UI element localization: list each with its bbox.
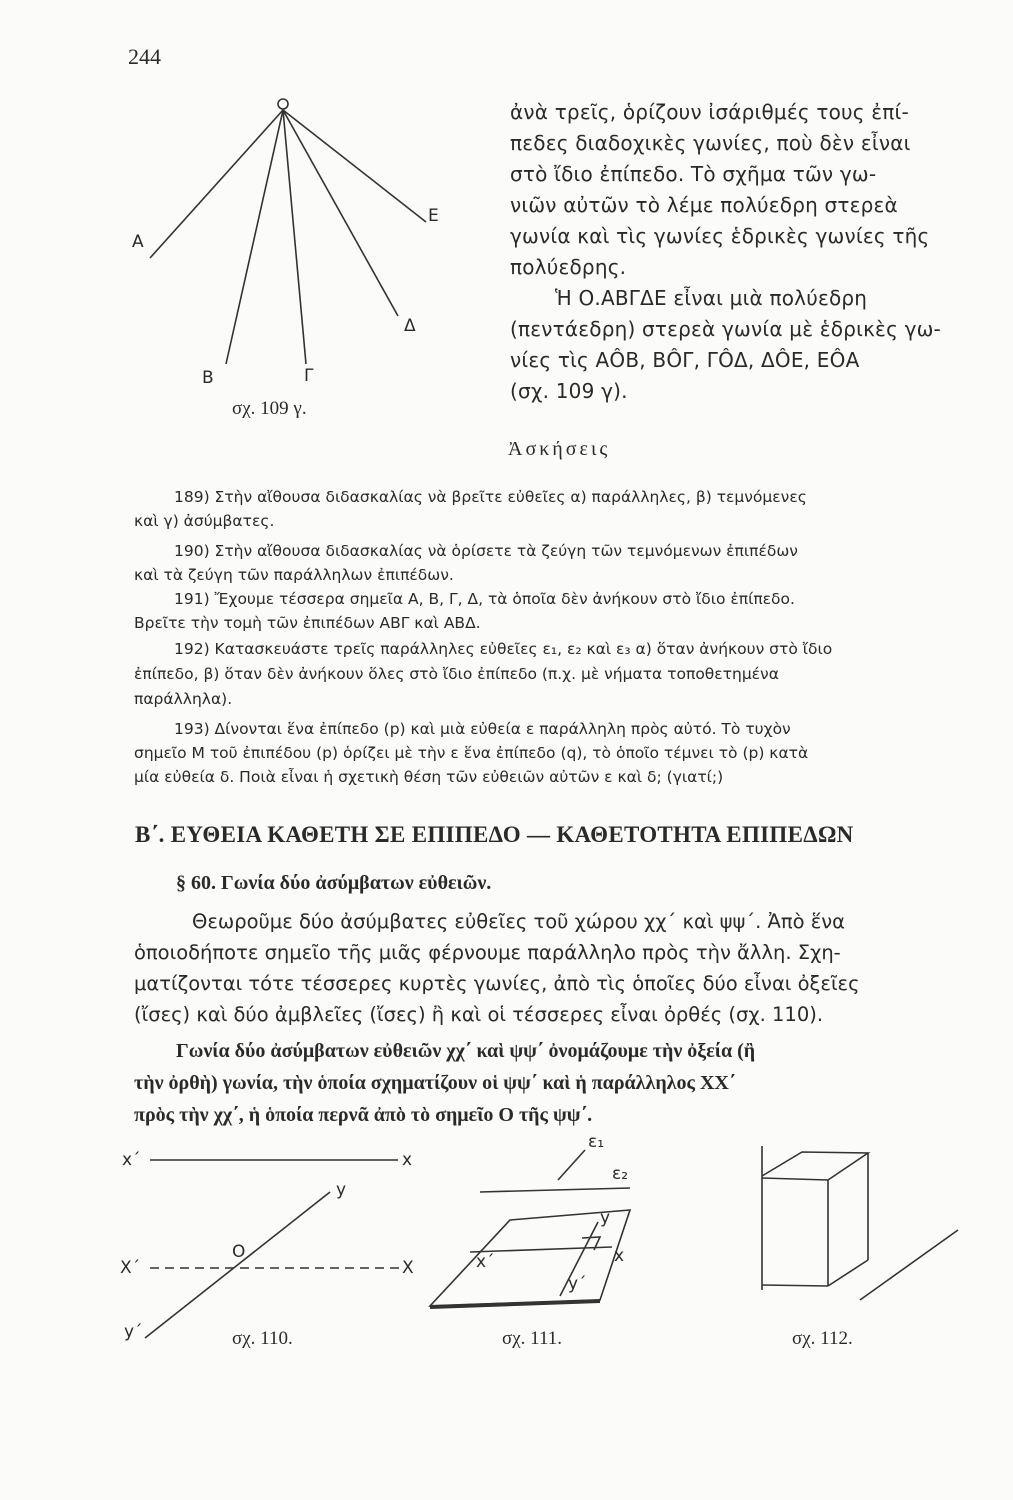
- exercise-189: 189) Στὴν αἴθουσα διδασκαλίας νὰ βρεῖτε εὐθεῖες α) παράλληλες, β) τεμνόμενες: [174, 488, 807, 506]
- page-number: 244: [128, 44, 161, 69]
- fig111-label: x: [614, 1246, 625, 1266]
- text-line: ματίζονται τότε τέσσερες κυρτὲς γωνίες, ἀπὸ τὶς ὁποῖες δύο εἶναι ὀξεῖες: [134, 972, 860, 995]
- fig110-caption: σχ. 110.: [232, 1328, 293, 1349]
- fig109-label-e: E: [428, 206, 439, 226]
- fig109-label-a: A: [132, 232, 144, 252]
- fig111-label: ε₁: [588, 1132, 605, 1152]
- exercise-190: 190) Στὴν αἴθουσα διδασκαλίας νὰ ὁρίσετε τὰ ζεύγη τῶν τεμνόμενων ἐπιπέδων: [174, 542, 798, 560]
- text-line: ἀνὰ τρεῖς, ὁρίζουν ἰσάριθμές τους ἐπί-: [510, 100, 909, 124]
- text-line: καὶ γ) ἀσύμβατες.: [134, 512, 275, 530]
- fig109-label-b: B: [202, 368, 214, 388]
- figure-112-cube: [762, 1146, 958, 1300]
- text-line: νίες τὶς ΑÔΒ, ΒÔΓ, ΓÔΔ, ΔÔΕ, ΕÔΑ: [510, 348, 860, 372]
- exercise-193: 193) Δίνονται ἕνα ἐπίπεδο (p) καὶ μιὰ εὐθεία ε παράλληλη πρὸς αὐτό. Τὸ τυχὸν: [174, 720, 791, 738]
- text-line: Θεωροῦμε δύο ἀσύμβατες εὐθεῖες τοῦ χώρου χχ΄ καὶ ψψ΄. Ἀπὸ ἕνα: [192, 910, 846, 933]
- text-line: νιῶν αὐτῶν τὸ λέμε πολύεδρη στερεὰ: [510, 193, 898, 217]
- fig111-label: y: [600, 1208, 611, 1228]
- fig110-label: y΄: [124, 1322, 143, 1342]
- text-line: καὶ τὰ ζεύγη τῶν παράλληλων ἐπιπέδων.: [134, 566, 454, 584]
- fig109-label-delta: Δ: [404, 316, 416, 336]
- fig110-label: x: [402, 1150, 413, 1170]
- fig110-label: y: [336, 1180, 347, 1200]
- text-line: (σχ. 109 γ).: [510, 379, 628, 403]
- exercises-title: Ἀσκήσεις: [508, 438, 611, 460]
- text-line: (ἴσες) καὶ δύο ἀμβλεῖες (ἴσες) ἢ καὶ οἱ τέσσερες εἶναι ὀρθές (σχ. 110).: [134, 1003, 824, 1026]
- fig111-label: ε₂: [612, 1164, 629, 1184]
- text-line: σημεῖο Μ τοῦ ἐπιπέδου (p) ὁρίζει μὲ τὴν ε ἕνα ἐπίπεδο (q), τὸ ὁποῖο τέμνει τὸ (p) κατὰ: [134, 744, 809, 762]
- text-line: ὁποιοδήποτε σημεῖο τῆς μιᾶς φέρνουμε παράλληλο πρὸς τὴν ἄλλη. Σχη-: [134, 941, 841, 964]
- chapter-heading: Β΄. ΕΥΘΕΙΑ ΚΑΘΕΤΗ ΣΕ ΕΠΙΠΕΔΟ — ΚΑΘΕΤΟΤΗΤΑ ΕΠΙΠΕΔΩΝ: [135, 822, 854, 847]
- text-line: Ἡ Ο.ΑΒΓΔΕ εἶναι μιὰ πολύεδρη: [555, 286, 868, 310]
- text-line: παράλληλα).: [134, 690, 233, 708]
- exercise-191: 191) Ἔχουμε τέσσερα σημεῖα Α, Β, Γ, Δ, τὰ ὁποῖα δὲν ἀνήκουν στὸ ἴδιο ἐπίπεδο.: [174, 590, 795, 608]
- text-line: Βρεῖτε τὴν τομὴ τῶν ἐπιπέδων ΑΒΓ καὶ ΑΒΔ.: [134, 614, 481, 632]
- figure-111-plane: [430, 1150, 630, 1307]
- figure-109-polyhedral-angle: [150, 99, 426, 364]
- fig110-label: X΄: [120, 1258, 141, 1278]
- fig110-label: x΄: [122, 1150, 141, 1170]
- text-line: Γωνία δύο ἀσύμβατων εὐθειῶν χχ΄ καὶ ψψ΄ ὀνομάζουμε τὴν ὀξεία (ἢ: [176, 1040, 756, 1062]
- text-line: πεδες διαδοχικὲς γωνίες, ποὺ δὲν εἶναι: [510, 131, 911, 155]
- text-line: γωνία καὶ τὶς γωνίες ἑδρικὲς γωνίες τῆς: [510, 224, 930, 248]
- text-line: πολύεδρης.: [510, 255, 627, 279]
- fig111-label: y΄: [568, 1274, 587, 1294]
- text-line: τὴν ὀρθὴ) γωνία, τὴν ὁποία σχηματίζουν οἱ ψψ΄ καὶ ἡ παράλληλος ΧΧ΄: [134, 1072, 736, 1094]
- text-line: (πεντάεδρη) στερεὰ γωνία μὲ ἑδρικὲς γω-: [510, 317, 941, 341]
- exercise-192: 192) Κατασκευάστε τρεῖς παράλληλες εὐθεῖες ε₁, ε₂ καὶ ε₃ α) ὅταν ἀνήκουν στὸ ἴδιο: [174, 640, 833, 658]
- figure-110-skew-lines: [145, 1160, 400, 1338]
- fig109-label-gamma: Γ: [304, 366, 314, 386]
- text-line: πρὸς τὴν χχ΄, ἡ ὁποία περνᾶ ἀπὸ τὸ σημεῖο Ο τῆς ψψ΄.: [134, 1104, 593, 1126]
- section-heading: § 60. Γωνία δύο ἀσύμβατων εὐθειῶν.: [176, 872, 492, 894]
- fig112-caption: σχ. 112.: [792, 1328, 853, 1349]
- text-line: ἐπίπεδο, β) ὅταν δὲν ἀνήκουν ὅλες στὸ ἴδιο ἐπίπεδο (π.χ. μὲ νήματα τοποθετημένα: [134, 665, 779, 683]
- fig110-label: O: [232, 1242, 246, 1262]
- fig109-caption: σχ. 109 γ.: [232, 398, 307, 419]
- text-line: μία εὐθεία δ. Ποιὰ εἶναι ἡ σχετικὴ θέση τῶν εὐθειῶν αὐτῶν ε καὶ δ; (γιατί;): [134, 768, 724, 786]
- fig110-label: X: [402, 1258, 414, 1278]
- text-line: στὸ ἴδιο ἐπίπεδο. Τὸ σχῆμα τῶν γω-: [510, 162, 877, 186]
- fig111-label: x΄: [476, 1252, 495, 1272]
- fig111-caption: σχ. 111.: [502, 1328, 563, 1349]
